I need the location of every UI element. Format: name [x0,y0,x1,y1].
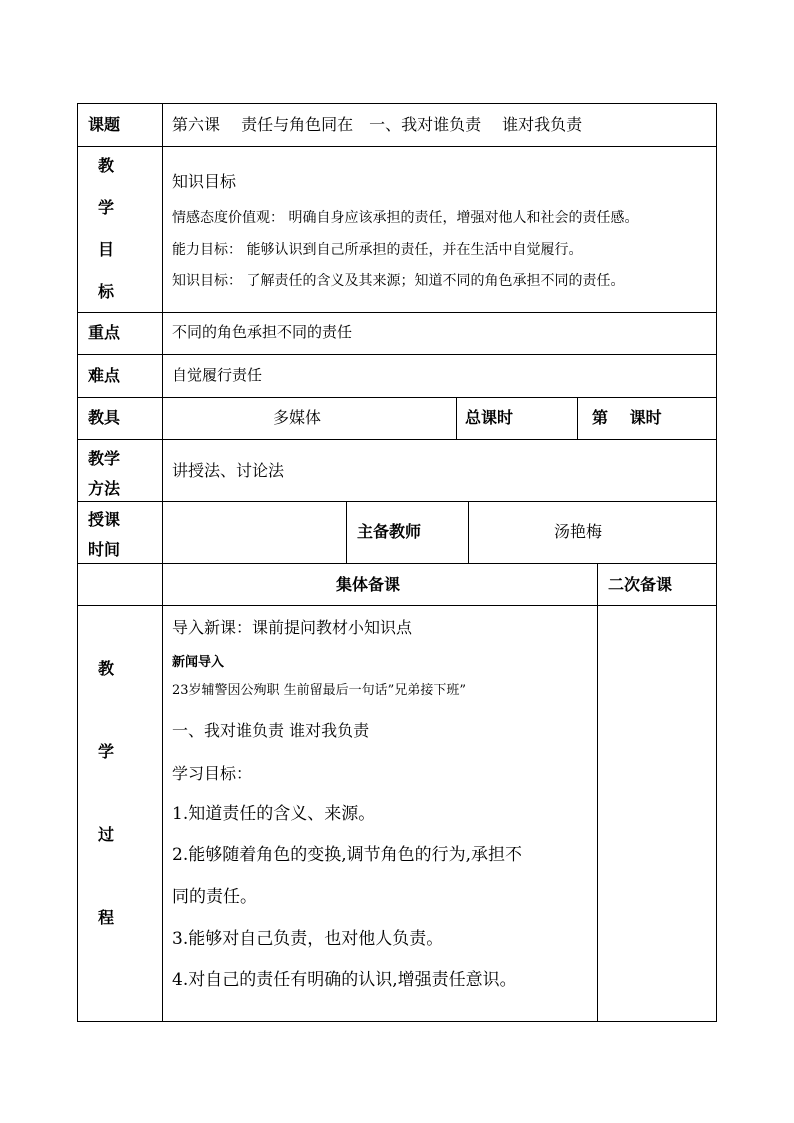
key-point-label: 重点 [88,323,121,342]
total-hours-label: 总课时 [465,408,514,427]
lead-teacher-label: 主备教师 [357,522,422,541]
difficult-point-label: 难点 [88,366,121,385]
objective-3: 3.能够对自己负责，也对他人负责。 [172,929,444,949]
process-label-char-2: 学 [98,742,115,761]
process-label-char-1: 教 [98,659,115,678]
process-label-char-3: 过 [98,825,115,844]
objective-4: 4.对自己的责任有明确的认识,增强责任意识。 [172,970,517,990]
goals-label-char-2: 学 [98,198,115,217]
goal-line-ability: 能力目标： 能够认识到自己所承担的责任，并在生活中自觉履行。 [172,242,583,258]
method-label-line-2: 方法 [88,479,121,498]
schedule-label-line-2: 时间 [88,540,121,559]
intro-line: 导入新课：课前提问教材小知识点 [172,618,413,637]
secondary-prep-header: 二次备课 [608,575,673,594]
topic-label: 课题 [88,115,121,134]
goals-label-char-4: 标 [98,282,115,301]
tools-value: 多媒体 [272,408,322,427]
objective-2-line-2: 同的责任。 [172,887,257,907]
collective-prep-header: 集体备课 [335,575,401,594]
method-value: 讲授法、讨论法 [172,461,285,480]
lead-teacher-value: 汤艳梅 [553,522,603,541]
goals-heading: 知识目标 [172,172,237,191]
objective-1: 1.知道责任的含义、来源。 [172,804,376,824]
key-point-value: 不同的角色承担不同的责任 [172,323,353,341]
topic-value: 第六课 责任与角色同在 一、我对谁负责 谁对我负责 [172,115,583,134]
goals-label-char-3: 目 [98,240,115,259]
news-heading: 新闻导入 [172,655,225,670]
difficult-point-value: 自觉履行责任 [172,366,263,384]
tools-label: 教具 [88,408,121,427]
method-label-line-1: 教学 [88,449,121,468]
schedule-label-line-1: 授课 [88,510,121,529]
objectives-heading: 学习目标： [172,764,253,783]
goal-line-knowledge: 知识目标： 了解责任的含义及其来源；知道不同的角色承担不同的责任。 [172,273,625,289]
period-label: 第 课时 [592,408,662,427]
news-line: 23岁辅警因公殉职 生前留最后一句话”兄弟接下班” [172,683,466,698]
section-title: 一、我对谁负责 谁对我负责 [172,721,370,740]
objective-2-line-1: 2.能够随着角色的变换,调节角色的行为,承担不 [172,845,523,865]
goals-label-char-1: 教 [98,156,115,175]
process-label-char-4: 程 [98,908,115,927]
goal-line-attitude: 情感态度价值观： 明确自身应该承担的责任，增强对他人和社会的责任感。 [172,210,639,226]
